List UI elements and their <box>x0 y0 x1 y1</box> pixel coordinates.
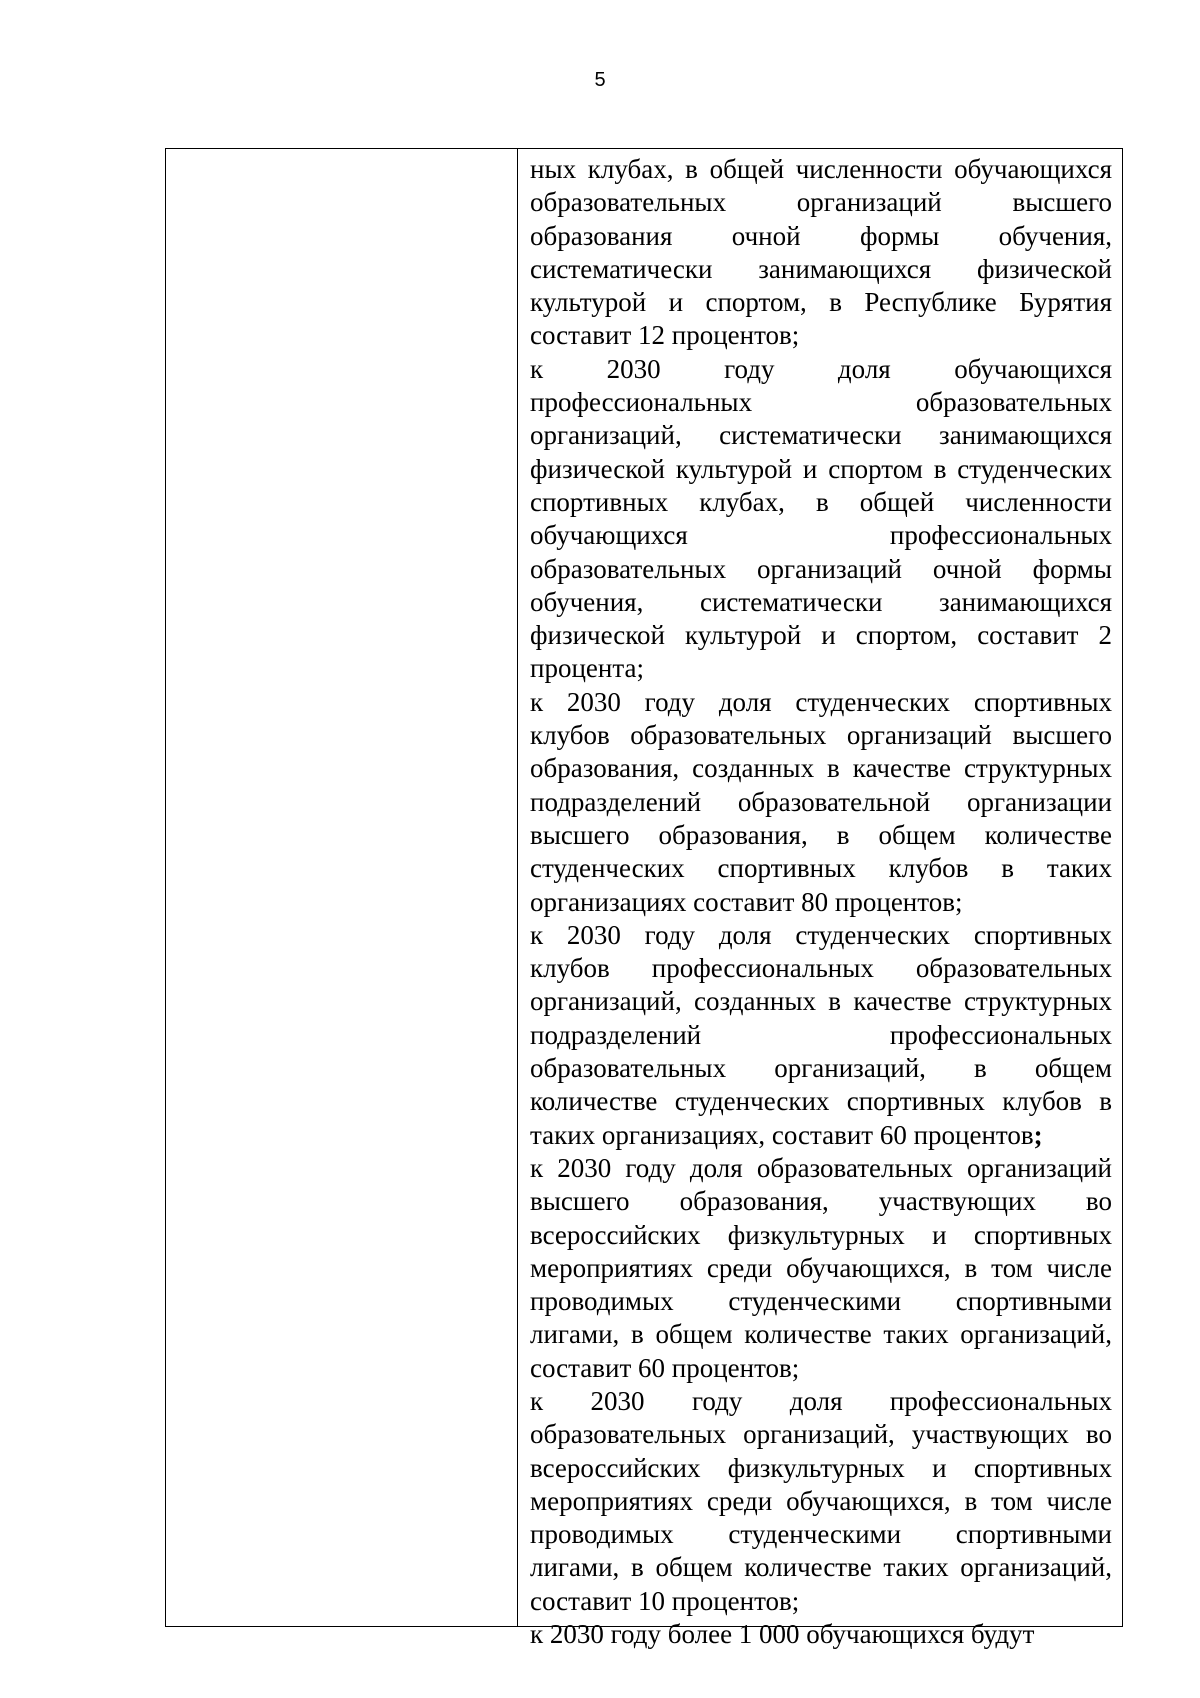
paragraph-professional-students-share: к 2030 году доля обучающихся профессиональных образовательных организаций, систематически занимающихся физической культурой и спортом в студенческих спортивных клубах, в общей численности обучающихся профессиональных образовательных организаций очной формы обучения, систематически занимающихся физической культурой и спортом, составит 2 процента; <box>530 353 1112 684</box>
paragraph-professional-clubs-text: к 2030 году доля студенческих спортивных клубов профессиональных образовательных организаций, созданных в качестве структурных подразделений профессиональных образовательных организаций, в общем количестве студенческих спортивных клубов в таких организациях, составит 60 процентов <box>530 919 1112 1150</box>
page-number: 5 <box>594 69 606 91</box>
paragraph-student-clubs-higher-education: ных клубах, в общей численности обучающихся образовательных организаций высшего образования очной формы обучения, систематически занимающихся физической культурой и спортом, в Республике Бурятия составит 12 процентов; <box>530 154 1112 351</box>
table-right-column <box>518 149 1122 1650</box>
paragraph-higher-education-clubs-share: к 2030 году доля студенческих спортивных клубов образовательных организаций высшего образования, созданных в качестве структурных подразделений образовательной организации высшего образования, в общем количестве студенческих спортивных клубов в таких организациях составит 80 процентов; <box>530 686 1112 917</box>
table-left-column <box>166 149 518 1626</box>
bold-semicolon: ; <box>1033 1119 1043 1150</box>
paragraph-higher-education-events-share: к 2030 году доля образовательных организаций высшего образования, участвующих во всероссийских физкультурных и спортивных мероприятиях среди обучающихся, в том числе проводимых студенческими спортивными лигами, в общем количестве таких организаций, составит 60 процентов; <box>530 1152 1112 1383</box>
content-table <box>165 148 1123 1650</box>
paragraph-professional-clubs-share <box>530 919 1112 1152</box>
paragraph-professional-events-share: к 2030 году доля профессиональных образовательных организаций, участвующих во всероссийских физкультурных и спортивных мероприятиях среди обучающихся, в том числе проводимых студенческими спортивными лигами, в общем количестве таких организаций, составит 10 процентов; <box>530 1385 1112 1616</box>
paragraph-students-count: к 2030 году более 1 000 обучающихся будут <box>530 1619 1035 1650</box>
